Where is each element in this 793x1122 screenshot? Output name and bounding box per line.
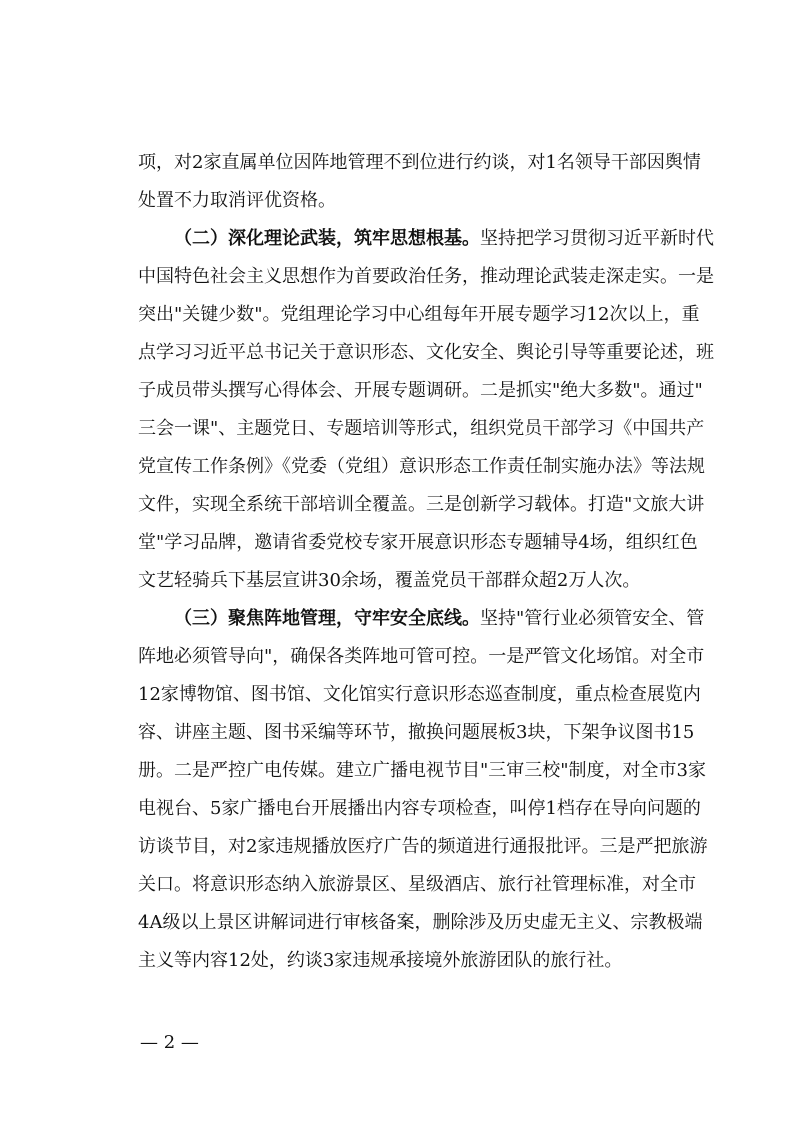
paragraph-line: 阵地必须管导向"，确保各类阵地可管可控。一是严管文化场馆。对全市 [138, 646, 705, 667]
paragraph-line: 电视台、5家广播电台开展播出内容专项检查，叫停1档存在导向问题的 [138, 798, 701, 819]
paragraph-line: 突出"关键少数"。党组理论学习中心组每年开展专题学习12次以上，重 [138, 304, 700, 325]
paragraph-line: 堂"学习品牌，邀请省委党校专家开展意识形态专题辅导4场，组织红色 [138, 532, 698, 553]
paragraph-line: 主义等内容12处，约谈3家违规承接境外旅游团队的旅行社。 [138, 950, 623, 971]
paragraph-line: 三会一课"、主题党日、专题培训等形式，组织党员干部学习《中国共产 [138, 418, 705, 439]
page-number: — 2 — [140, 1032, 199, 1053]
section-heading-3: （三）聚焦阵地管理，守牢安全底线。 [174, 608, 480, 629]
paragraph-line: 容、讲座主题、图书采编等环节，撤换问题展板3块，下架争议图书15 [138, 722, 695, 743]
paragraph-line: 项，对2家直属单位因阵地管理不到位进行约谈，对1名领导干部因舆情 [138, 152, 701, 173]
paragraph-line: 文艺轻骑兵下基层宣讲30余场，覆盖党员干部群众超2万人次。 [138, 570, 641, 591]
paragraph-line: 中国特色社会主义思想作为首要政治任务，推动理论武装走深走实。一是 [138, 266, 714, 287]
paragraph-line: 文件，实现全系统干部培训全覆盖。三是创新学习载体。打造"文旅大讲 [138, 494, 705, 515]
paragraph-line: 党宣传工作条例》《党委（党组）意识形态工作责任制实施办法》等法规 [138, 456, 705, 477]
paragraph-line: 访谈节目，对2家违规播放医疗广告的频道进行通报批评。三是严把旅游 [138, 836, 708, 857]
paragraph-line: 关口。将意识形态纳入旅游景区、星级酒店、旅行社管理标准，对全市 [138, 874, 696, 895]
paragraph-text: 坚持"管行业必须管安全、管 [480, 608, 705, 629]
paragraph-line: 4A级以上景区讲解词进行审核备案，删除涉及历史虚无主义、宗教极端 [138, 912, 703, 933]
paragraph-first-line [174, 224, 714, 254]
paragraph-line: 子成员带头撰写心得体会、开展专题调研。二是抓实"绝大多数"。通过" [138, 380, 703, 401]
paragraph-line: 册。二是严控广电传媒。建立广播电视节目"三审三校"制度，对全市3家 [138, 760, 707, 781]
paragraph-line: 点学习习近平总书记关于意识形态、文化安全、舆论引导等重要论述，班 [138, 342, 714, 363]
paragraph-first-line [174, 604, 705, 634]
section-heading-2: （二）深化理论武装，筑牢思想根基。 [174, 228, 480, 249]
paragraph-line: 12家博物馆、图书馆、文化馆实行意识形态巡查制度，重点检查展览内 [138, 684, 701, 705]
paragraph-text: 坚持把学习贯彻习近平新时代 [480, 228, 714, 249]
paragraph-line: 处置不力取消评优资格。 [138, 190, 336, 211]
